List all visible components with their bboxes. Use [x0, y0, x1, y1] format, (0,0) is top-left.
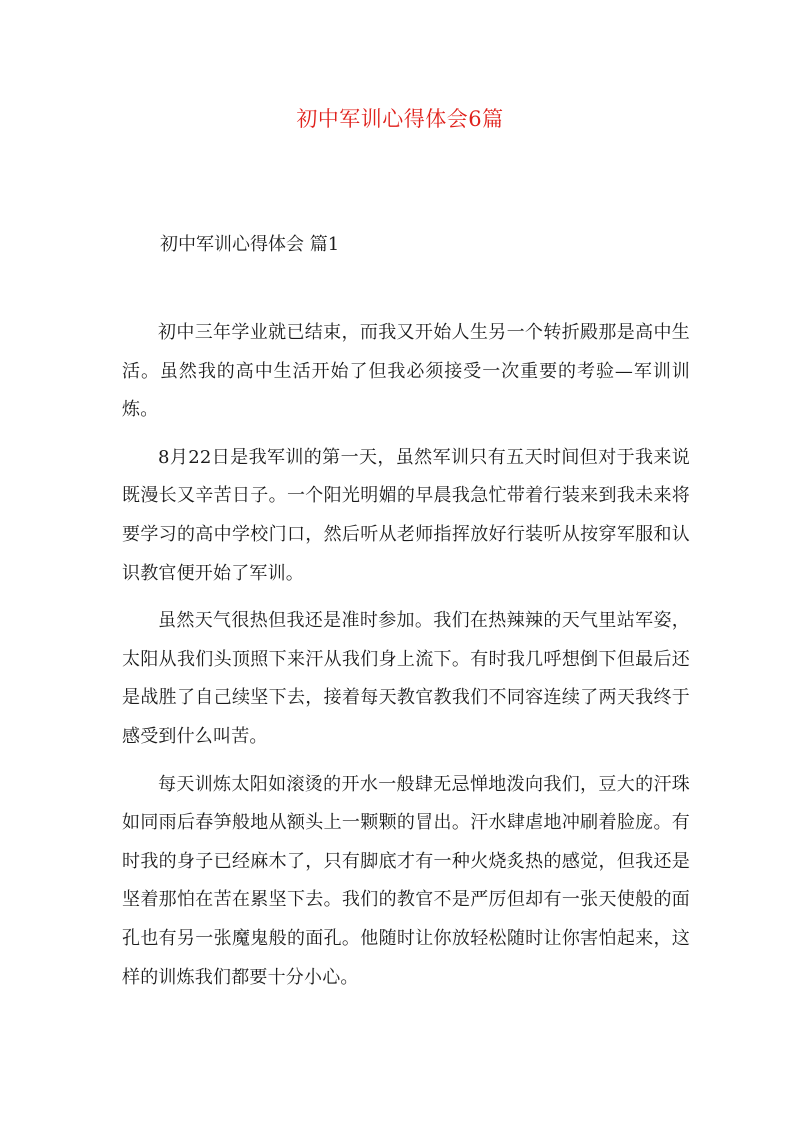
- document-title: 初中军训心得体会6篇: [296, 107, 504, 131]
- paragraph: 8月22日是我军训的第一天，虽然军训只有五天时间但对于我来说既漫长又辛苦日子。一个阳光明媚的早晨我急忙带着行装来到我未来将要学习的高中学校门口，然后听从老师指挥放好行装听从按穿军服和认识教官便开始了军训。: [122, 446, 690, 584]
- paragraph: 初中三年学业就已结束，而我又开始人生另一个转折殿那是高中生活。虽然我的高中生活开始了但我必须接受一次重要的考验—军训训炼。: [122, 322, 690, 421]
- paragraph: 虽然天气很热但我还是准时参加。我们在热辣辣的天气里站军姿，太阳从我们头顶照下来汗从我们身上流下。有时我几呼想倒下但最后还是战胜了自己续坚下去，接着每天教官教我们不同容连续了两天我终于感受到什么叫苦。: [122, 610, 690, 747]
- section-heading: 初中军训心得体会 篇1: [160, 234, 340, 255]
- paragraph: 每天训炼太阳如滚烫的开水一般肆无忌惮地泼向我们，豆大的汗珠如同雨后春笋般地从额头上一颗颗的冒出。汗水肆虐地冲刷着脸庞。有时我的身子已经麻木了，只有脚底才有一种火烧炙热的感觉，但我还是坚着那怕在苦在累坚下去。我们的教官不是严厉但却有一张天使般的面孔也有另一张魔鬼般的面孔。他随时让你放轻松随时让你害怕起来，这样的训炼我们都要十分小心。: [122, 773, 690, 988]
- body-text: [122, 314, 690, 1006]
